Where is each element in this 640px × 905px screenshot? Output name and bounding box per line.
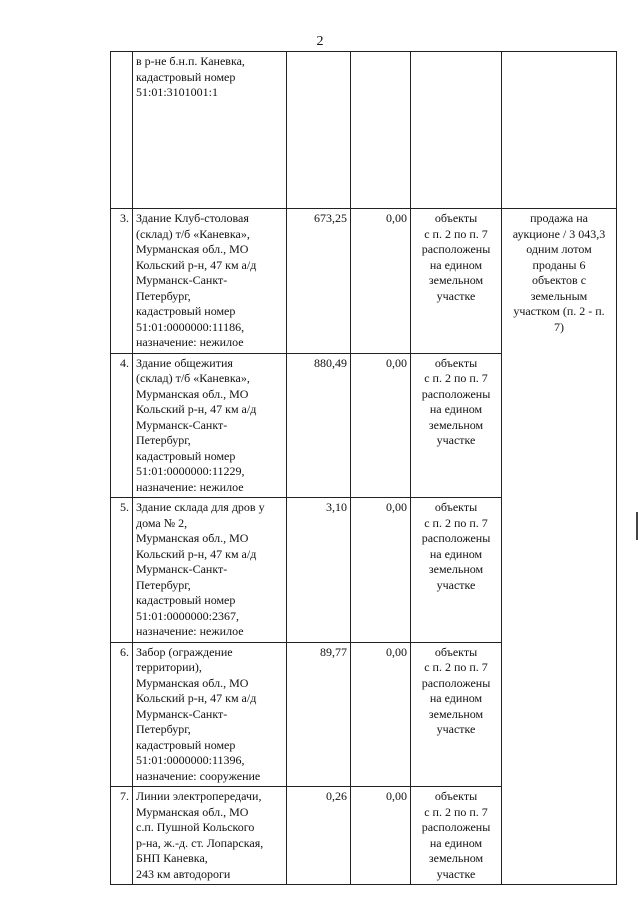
area-cell: 673,25 <box>287 209 351 354</box>
value-cell: 0,00 <box>351 642 411 787</box>
note-cell: объекты с п. 2 по п. 7 расположены на едином земельном участке <box>411 642 502 787</box>
note-cell: объекты с п. 2 по п. 7 расположены на едином земельном участке <box>411 209 502 354</box>
property-registry-table <box>110 51 617 885</box>
area-cell: 880,49 <box>287 353 351 498</box>
sale-method-cell-empty <box>502 52 617 209</box>
row-number-cell: 6. <box>111 642 133 787</box>
page-number: 2 <box>316 34 324 49</box>
row-number-cell: 3. <box>111 209 133 354</box>
object-name-cell: Забор (ограждение территории), Мурманская обл., МО Кольский р-н, 47 км а/д Мурманск-Санкт- Петербург, кадастровый номер 51:01:0000000:11396, назначение: сооружение <box>133 642 287 787</box>
object-name-cell: в р-не б.н.п. Каневка, кадастровый номер 51:01:3101001:1 <box>133 52 287 209</box>
note-cell: объекты с п. 2 по п. 7 расположены на едином земельном участке <box>411 787 502 885</box>
object-name-cell: Здание склада для дров у дома № 2, Мурманская обл., МО Кольский р-н, 47 км а/д Мурманск-Санкт- Петербург, кадастровый номер 51:01:0000000:2367, назначение: нежилое <box>133 498 287 643</box>
note-cell: объекты с п. 2 по п. 7 расположены на едином земельном участке <box>411 353 502 498</box>
note-cell <box>411 52 502 209</box>
row-number-cell <box>111 52 133 209</box>
table-row-continuation <box>111 52 617 209</box>
value-cell: 0,00 <box>351 787 411 885</box>
scan-margin-mark <box>636 512 638 540</box>
sale-method-cell: продажа на аукционе / 3 043,3 одним лотом проданы 6 объектов с земельным участком (п. 2 - п. 7) <box>502 209 617 885</box>
object-name-cell: Здание Клуб-столовая (склад) т/б «Каневка», Мурманская обл., МО Кольский р-н, 47 км а/д Мурманск-Санкт- Петербург, кадастровый номер 51:01:0000000:11186, назначение: нежилое <box>133 209 287 354</box>
area-cell <box>287 52 351 209</box>
object-name-cell: Линии электропередачи, Мурманская обл., МО с.п. Пушной Кольского р-на, ж.-д. ст. Лопарская, БНП Каневка, 243 км автодороги <box>133 787 287 885</box>
table-row <box>111 209 617 354</box>
area-cell: 3,10 <box>287 498 351 643</box>
value-cell: 0,00 <box>351 209 411 354</box>
value-cell: 0,00 <box>351 498 411 643</box>
row-number-cell: 4. <box>111 353 133 498</box>
object-name-cell: Здание общежития (склад) т/б «Каневка», Мурманская обл., МО Кольский р-н, 47 км а/д Мурманск-Санкт- Петербург, кадастровый номер 51:01:0000000:11229, назначение: нежилое <box>133 353 287 498</box>
value-cell: 0,00 <box>351 353 411 498</box>
note-cell: объекты с п. 2 по п. 7 расположены на едином земельном участке <box>411 498 502 643</box>
area-cell: 0,26 <box>287 787 351 885</box>
area-cell: 89,77 <box>287 642 351 787</box>
row-number-cell: 5. <box>111 498 133 643</box>
value-cell <box>351 52 411 209</box>
row-number-cell: 7. <box>111 787 133 885</box>
